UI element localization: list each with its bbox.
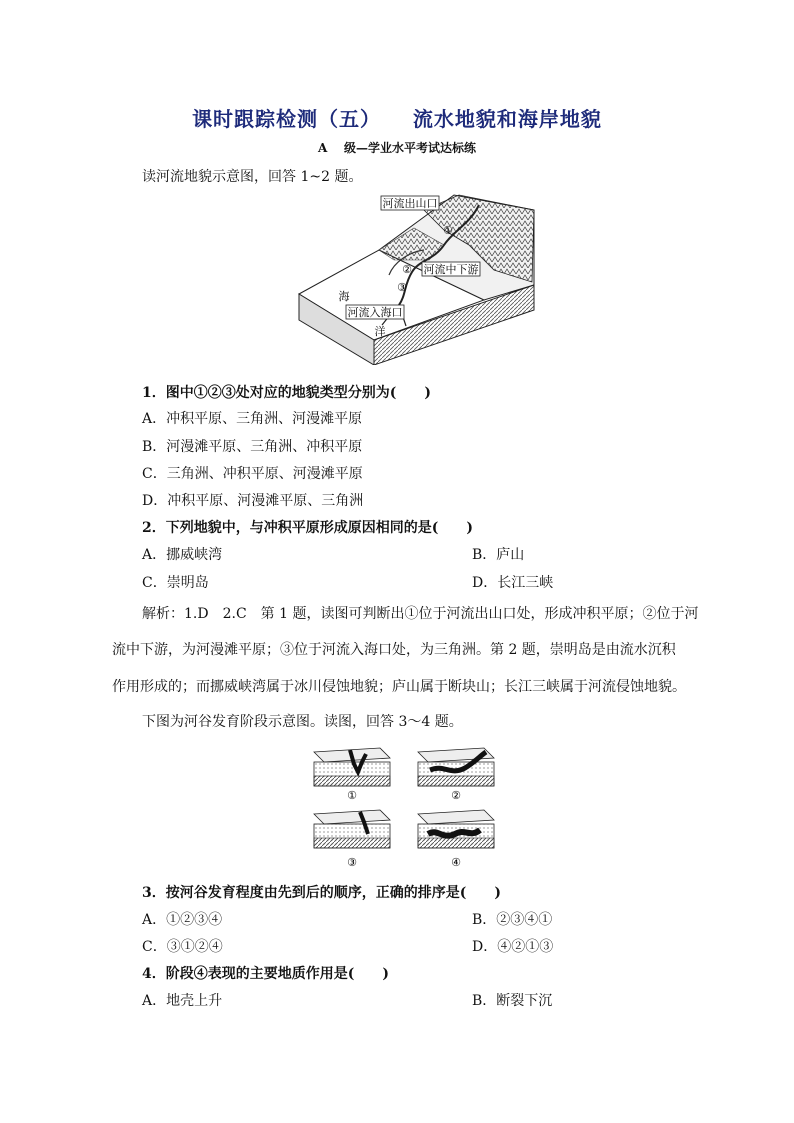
question-1-option-c: C．三角洲、冲积平原、河漫滩平原	[142, 466, 363, 482]
question-3-option-c: C．③①②④	[142, 939, 223, 955]
page-title: 课时跟踪检测（五） 流水地貌和海岸地貌	[192, 107, 602, 131]
analysis-line-1: 解析：1.D 2.C 第 1 题，读图可判断出①位于河流出山口处，形成冲积平原；②位于河	[142, 606, 699, 622]
question-1-option-a: A．冲积平原、三角洲、河漫滩平原	[142, 411, 363, 427]
stage-label-1: ①	[347, 789, 357, 802]
analysis-line-2: 流中下游，为河漫滩平原；③位于河流入海口处，为三角洲。第 2 题，崇明岛是由流水沉积	[112, 642, 676, 658]
question-3-option-d: D．④②①③	[472, 939, 554, 955]
label-outlet: 河流出山口	[382, 197, 438, 210]
mark-3: ③	[397, 281, 407, 294]
stage-4-block	[418, 810, 494, 848]
stage-label-2: ②	[451, 789, 461, 802]
mark-1: ①	[443, 224, 453, 237]
river-landform-diagram	[294, 190, 539, 365]
label-sea: 海	[338, 290, 350, 303]
question-4-stem: 4．阶段④表现的主要地质作用是( )	[142, 966, 389, 982]
intro-text-1: 读河流地貌示意图，回答 1~2 题。	[142, 169, 363, 185]
stage-1-block	[314, 748, 390, 786]
question-2-option-a: A．挪威峡湾	[142, 547, 223, 563]
mark-2: ②	[402, 263, 412, 276]
valley-stages-diagram	[310, 742, 500, 874]
question-3-option-b: B．②③④①	[472, 912, 553, 928]
question-3-stem: 3．按河谷发育程度由先到后的顺序，正确的排序是( )	[142, 885, 501, 901]
label-ocean: 洋	[374, 325, 386, 338]
question-2-option-c: C．崇明岛	[142, 575, 209, 591]
question-1-option-b: B．河漫滩平原、三角洲、冲积平原	[142, 439, 363, 455]
question-2-option-d: D．长江三峡	[472, 575, 554, 591]
label-mouth: 河流入海口	[347, 306, 403, 319]
stage-label-3: ③	[347, 856, 357, 869]
stage-label-4: ④	[451, 856, 461, 869]
section-subtitle: A 级—学业水平考试达标练	[317, 141, 477, 155]
question-1-stem: 1．图中①②③处对应的地貌类型分别为( )	[142, 385, 431, 401]
question-2-option-b: B．庐山	[472, 547, 525, 563]
question-4-option-b: B．断裂下沉	[472, 993, 553, 1009]
question-1-option-d: D．冲积平原、河漫滩平原、三角洲	[142, 493, 364, 509]
stage-2-block	[418, 748, 494, 786]
label-midlower: 河流中下游	[423, 263, 479, 276]
question-3-option-a: A．①②③④	[142, 912, 223, 928]
question-2-stem: 2．下列地貌中，与冲积平原形成原因相同的是( )	[142, 520, 473, 536]
analysis-line-3: 作用形成的；而挪威峡湾属于冰川侵蚀地貌；庐山属于断块山；长江三峡属于河流侵蚀地貌。	[112, 679, 686, 695]
stage-3-block	[314, 810, 390, 848]
question-4-option-a: A．地壳上升	[142, 993, 223, 1009]
intro-text-2: 下图为河谷发育阶段示意图。读图，回答 3～4 题。	[142, 714, 463, 730]
